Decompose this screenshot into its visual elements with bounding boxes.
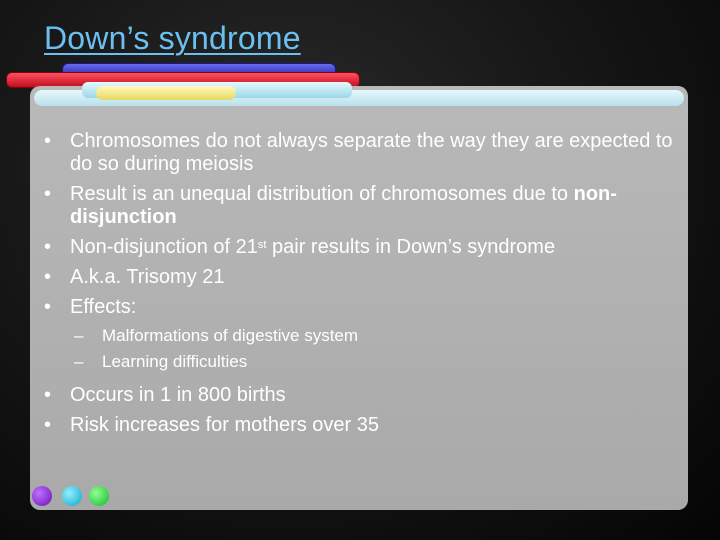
sub-bullet-group xyxy=(44,326,684,372)
superscript: st xyxy=(257,239,267,251)
sub-bullet-dash: – xyxy=(74,326,84,345)
bullet-text: A.k.a. Trisomy 21 xyxy=(70,266,225,288)
purple-dot xyxy=(32,486,52,506)
bullet-dot: • xyxy=(44,266,52,288)
bullet-dot: • xyxy=(44,384,52,406)
bullet-text: Result is an unequal distribution of chromosomes due to xyxy=(70,183,574,205)
green-dot xyxy=(89,486,109,506)
sub-bullet-item xyxy=(44,352,684,372)
sub-bullet-list xyxy=(44,326,684,372)
bullet-item xyxy=(44,296,684,319)
bullet-text: Effects: xyxy=(70,296,137,318)
bullet-item xyxy=(44,236,684,259)
bullet-text-after: pair results in Down’s syndrome xyxy=(266,236,556,258)
bullet-dot: • xyxy=(44,296,52,318)
cyan-dot xyxy=(62,486,82,506)
bullet-item xyxy=(44,414,684,437)
bullet-item xyxy=(44,384,684,407)
bullet-dot: • xyxy=(44,183,52,205)
bullet-list xyxy=(44,130,684,444)
bullet-dot: • xyxy=(44,236,52,258)
sub-bullet-text: Learning difficulties xyxy=(102,352,248,371)
sub-bullet-dash: – xyxy=(74,352,84,371)
bullet-item xyxy=(44,183,684,229)
bullet-dot: • xyxy=(44,130,52,152)
bullet-text: Occurs in 1 in 800 births xyxy=(70,384,286,406)
bullet-text: Chromosomes do not always separate the way they are expected to do so during meiosis xyxy=(70,130,673,175)
bullet-bold-term: non-disjunction xyxy=(70,183,617,228)
bullet-item xyxy=(44,266,684,289)
bullet-text: Risk increases for mothers over 35 xyxy=(70,414,380,436)
bullet-dot: • xyxy=(44,414,52,436)
bullet-item xyxy=(44,130,684,176)
slide-title: Down’s syndrome xyxy=(44,20,301,56)
bullet-text: Non-disjunction of 21 xyxy=(70,236,258,258)
sub-bullet-item xyxy=(44,326,684,346)
sub-bullet-text: Malformations of digestive system xyxy=(102,326,359,345)
